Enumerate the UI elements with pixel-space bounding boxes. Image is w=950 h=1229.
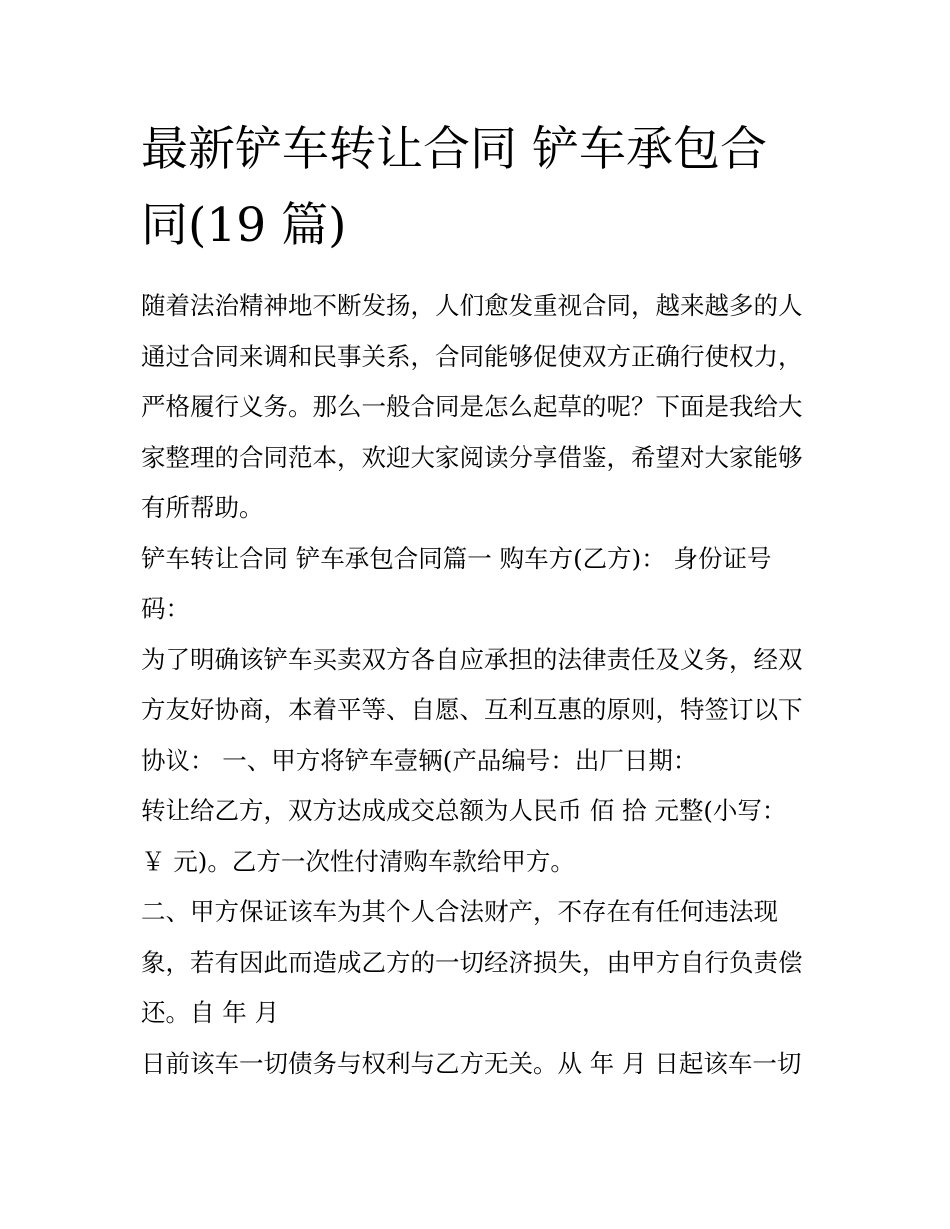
body-line: 通过合同来调和民事关系，合同能够促使双方正确行使权力，	[141, 341, 803, 371]
body-line: 还。自 年 月	[141, 998, 280, 1027]
body-line: 二、甲方保证该车为其个人合法财产，不存在有任何违法现	[141, 897, 778, 926]
body-line: 为了明确该铲车买卖双方各自应承担的法律责任及义务，经双	[141, 644, 803, 674]
title-line-2: 同(19 篇)	[141, 198, 347, 253]
document-content	[141, 112, 816, 1089]
body-line: 日前该车一切债务与权利与乙方无关。从 年 月 日起该车一切	[141, 1048, 802, 1078]
document-body	[141, 281, 816, 1089]
body-line: 码：	[141, 594, 190, 623]
body-line: 随着法治精神地不断发扬，人们愈发重视合同，越来越多的人	[141, 291, 803, 320]
body-line: 方友好协商，本着平等、自愿、互利互惠的原则，特签订以下	[141, 695, 803, 724]
document-title	[141, 112, 816, 264]
body-line: 转让给乙方，双方达成成交总额为人民币 佰 拾 元整(小写：	[141, 796, 787, 825]
title-line-1: 最新铲车转让合同 铲车承包合	[141, 122, 767, 177]
body-line: ￥ 元)。乙方一次性付清购车款给甲方。	[141, 846, 575, 876]
body-line: 有所帮助。	[141, 493, 264, 522]
body-line: 家整理的合同范本，欢迎大家阅读分享借鉴，希望对大家能够	[141, 442, 803, 472]
body-line: 象，若有因此而造成乙方的一切经济损失，由甲方自行负责偿	[141, 947, 803, 977]
body-line: 铲车转让合同 铲车承包合同篇一 购车方(乙方)： 身份证号	[141, 543, 772, 573]
body-line: 协议： 一、甲方将铲车壹辆(产品编号：出厂日期：	[141, 745, 698, 775]
body-line: 严格履行义务。那么一般合同是怎么起草的呢？下面是我给大	[141, 392, 803, 421]
